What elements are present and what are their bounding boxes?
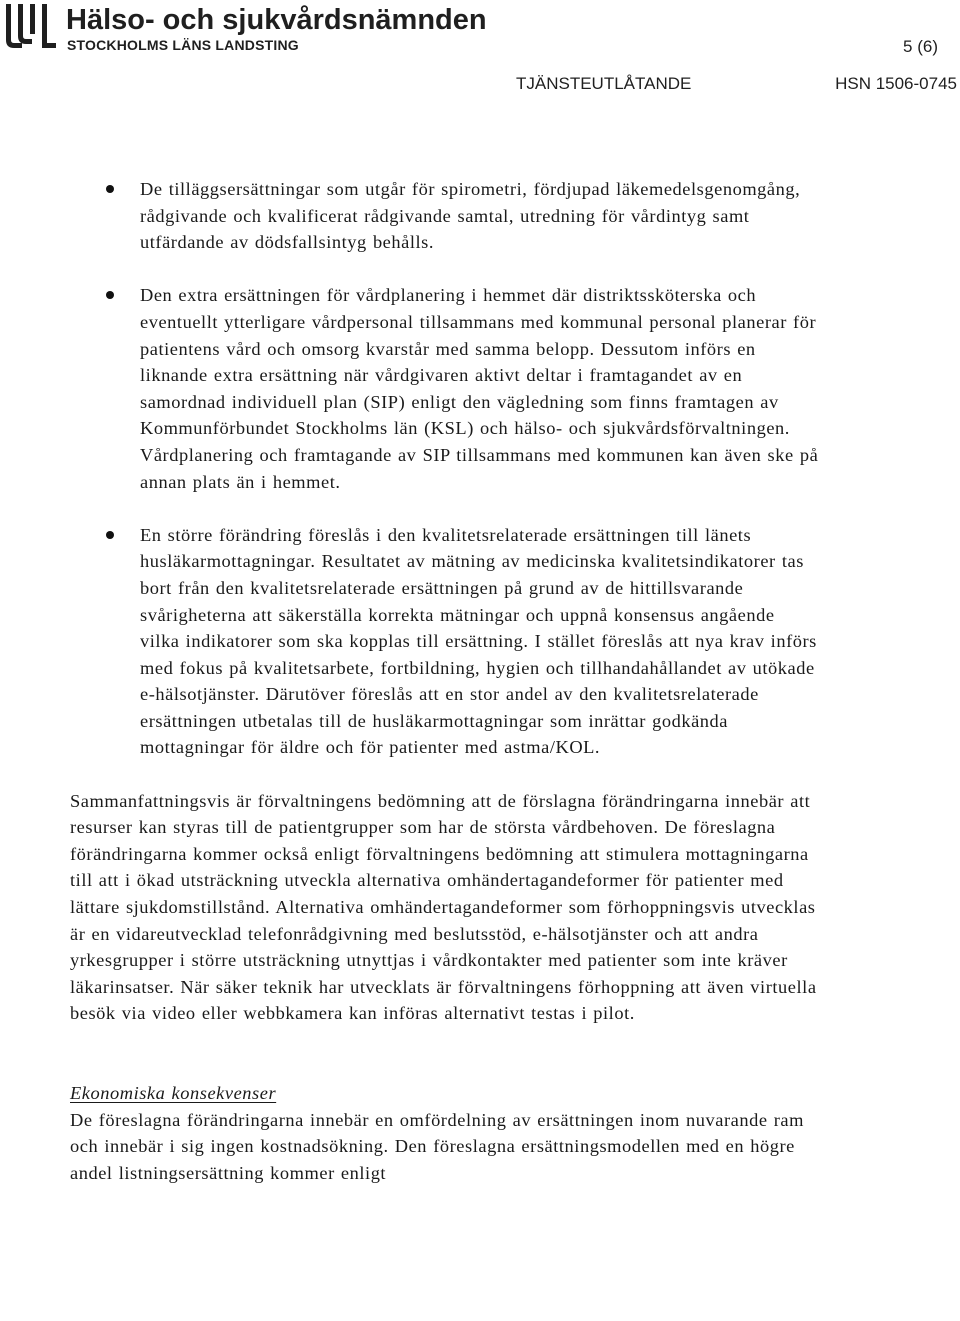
list-item — [70, 176, 820, 256]
bullet-list — [70, 176, 820, 761]
org-name: Hälso- och sjukvårdsnämnden — [66, 4, 487, 36]
org-subtitle: STOCKHOLMS LÄNS LANDSTING — [67, 37, 299, 53]
list-item-text: En större förändring föreslås i den kvalitetsrelaterade ersättningen till länets husläkarmottagningar. Resultatet av mätning av medicinska kvalitetsindikatorer tas bort från den kvalitetsrelaterade ersättningen på grund av de hittillsvarande svårigheterna att säkerställa korrekta mätningar och uppnå konsensus angående vilka indikatorer som ska kopplas till ersättning. I stället föreslås att nya krav införs med fokus på kvalitetsarbete, fortbildning, hygien och tillhandahållandet av utökade e-hälsotjänster. Därutöver föreslås att en stor andel av den kvalitetsrelaterade ersättningen utbetalas till de husläkarmottagningar som inrättar godkända mottagningar för äldre och för patienter med astma/KOL. — [140, 524, 817, 758]
list-item — [70, 282, 820, 495]
sll-logo-icon — [2, 2, 58, 50]
bullet-icon — [106, 185, 114, 193]
bullet-icon — [106, 531, 114, 539]
bullet-icon — [106, 291, 114, 299]
section-heading: Ekonomiska konsekvenser — [70, 1083, 277, 1103]
document-reference: HSN 1506-0745 — [835, 74, 957, 93]
page-number: 5 (6) — [903, 37, 938, 56]
list-item-text: De tilläggsersättningar som utgår för spirometri, fördjupad läkemedelsgenomgång, rådgivande och kvalificerat rådgivande samtal, utredning för vårdintyg samt utfärdande av dödsfallsintyg behålls. — [140, 179, 801, 253]
list-item-text: Den extra ersättningen för vårdplanering i hemmet där distriktssköterska och eventuellt ytterligare vårdpersonal tillsammans med kommunal personal planerar för patientens vård och omsorg kvarstår med samma belopp. Dessutom införs en liknande extra ersättning när vårdgivaren aktivt deltar i framtagandet av en samordnad individuell plan (SIP) enligt den vägledning som finns framtagen av Kommunförbundet Stockholms län (KSL) och hälso- och sjukvårdsförvaltningen. Vårdplanering och framtagande av SIP tillsammans med kommunen kan även ske på annan plats än i hemmet. — [140, 285, 819, 492]
document-type: TJÄNSTEUTLÅTANDE — [516, 74, 692, 93]
list-item — [70, 522, 820, 761]
document-body — [70, 176, 820, 1186]
summary-paragraph: Sammanfattningsvis är förvaltningens bedömning att de förslagna förändringarna innebär att resurser kan styras till de patientgrupper som har de största vårdbehoven. De föreslagna förändringarna kommer också enligt förvaltningens bedömning att stimulera mottagningarna till att i ökad utsträckning utveckla alternativa omhändertagandeformer för patienter med lättare sjukdomstillstånd. Alternativa omhändertagandeformer som förhoppningsvis utvecklas är en vidareutvecklad telefonrådgivning med beslutsstöd, e-hälsotjänster och att andra yrkesgrupper i större utsträckning utnyttjas i vårdkontakter med patienter som inte kräver läkarinsatser. När säker teknik har utvecklats är förvaltningens förhoppning att även virtuella besök via video eller webbkamera kan införas alternativt testas i pilot. — [70, 790, 817, 1024]
page-header — [0, 0, 960, 100]
economics-paragraph: De föreslagna förändringarna innebär en omfördelning av ersättningen inom nuvarande ram och innebär i sig ingen kostnadsökning. Den föreslagna ersättningsmodellen med en högre andel listningsersättning kommer enligt — [70, 1109, 804, 1183]
